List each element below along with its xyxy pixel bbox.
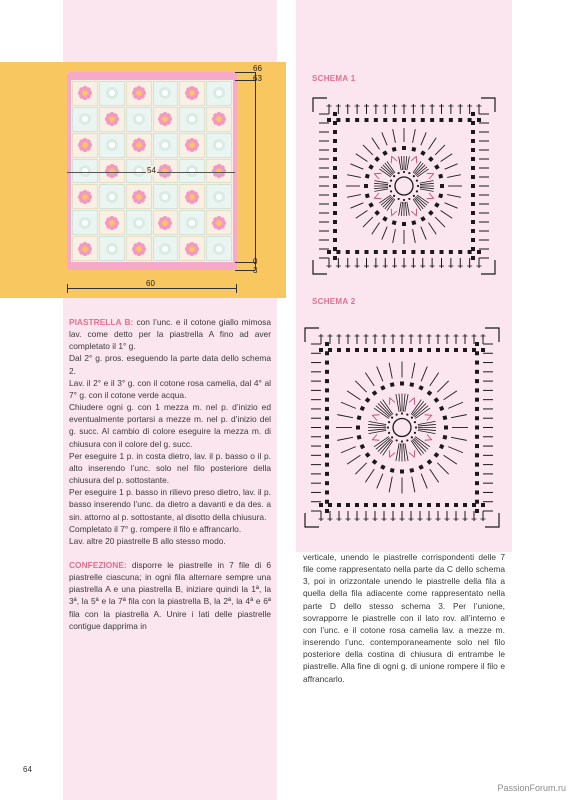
tile-flower — [72, 236, 98, 261]
rosette-icon — [211, 137, 227, 153]
dim-line-width — [67, 288, 237, 289]
watermark: PassionForum.ru — [497, 783, 566, 793]
tile-plain — [179, 107, 205, 132]
tile-plain — [72, 210, 98, 235]
paragraph-4: Chiudere ogni g. con 1 mezza m. nel p. d’inizio ed eventualmente portarsi a mezze m. nel p. d’inizio del g. succ. Al cambio di colore eseguire la mezza m. di chiusura con il colore del g. succ. — [69, 402, 271, 449]
tile-flower — [99, 159, 125, 184]
rosette-icon — [104, 85, 120, 101]
rosette-icon — [211, 85, 227, 101]
flower-icon — [130, 240, 148, 258]
tile-plain — [126, 210, 152, 235]
flower-icon — [103, 110, 121, 128]
dim-label-63: 63 — [253, 74, 262, 83]
flower-icon — [76, 188, 94, 206]
flower-icon — [183, 84, 201, 102]
paragraph-5: Per eseguire 1 p. in costa dietro, lav. il p. basso o il p. alto inserendo l’unc. solo nel filo posteriore della chiusura del p. sottostante. — [69, 450, 271, 486]
tile-flower — [206, 210, 232, 235]
flower-icon — [130, 136, 148, 154]
dim-line-top-inner — [235, 80, 255, 81]
flower-icon — [183, 136, 201, 154]
tile-plain — [153, 236, 179, 261]
flower-icon — [156, 162, 174, 180]
tile-flower — [99, 107, 125, 132]
rosette-icon — [104, 241, 120, 257]
tile-flower — [179, 184, 205, 209]
tile-plain — [153, 184, 179, 209]
schema-2-title: SCHEMA 2 — [312, 297, 356, 306]
flower-icon — [183, 188, 201, 206]
dim-tick-right — [236, 284, 237, 293]
tile-flower — [126, 236, 152, 261]
tile-plain — [153, 133, 179, 158]
rosette-icon — [131, 163, 147, 179]
flower-icon — [103, 162, 121, 180]
rosette-icon — [184, 111, 200, 127]
dim-label-54: 54 — [147, 166, 156, 175]
paragraph-6: Per eseguire 1 p. basso in rilievo preso dietro, lav. il p. basso inserendo l’unc. da dietro a davanti e da des. a sin. attorno al p. sottostante, al disotto della chiusura. — [69, 487, 271, 522]
text-column-left — [69, 316, 271, 632]
dim-label-0: 0 — [253, 257, 258, 266]
flower-icon — [103, 214, 121, 232]
rosette-icon — [157, 189, 173, 205]
tile-plain — [126, 107, 152, 132]
dim-line-vertical — [255, 72, 256, 270]
rosette-icon — [131, 215, 147, 231]
rosette-icon — [77, 111, 93, 127]
tile-flower — [179, 81, 205, 106]
flower-icon — [130, 84, 148, 102]
flower-icon — [183, 240, 201, 258]
rosette-icon — [104, 137, 120, 153]
flower-icon — [210, 110, 228, 128]
rosette-icon — [77, 163, 93, 179]
dim-tick-left — [67, 284, 68, 293]
flower-icon — [156, 110, 174, 128]
heading-confezione: CONFEZIONE: — [69, 559, 127, 570]
tile-plain — [99, 236, 125, 261]
page-number: 64 — [23, 765, 32, 774]
paragraph-2: Dal 2° g. pros. eseguendo la parte data dello schema 2. — [69, 353, 271, 376]
tile-plain — [179, 210, 205, 235]
tile-flower — [126, 184, 152, 209]
tile-flower — [179, 236, 205, 261]
tile-flower — [72, 81, 98, 106]
tile-flower — [72, 184, 98, 209]
paragraph-8: Lav. altre 20 piastrelle B allo stesso modo. — [69, 535, 226, 546]
flower-icon — [76, 84, 94, 102]
tile-flower — [126, 133, 152, 158]
flower-icon — [76, 136, 94, 154]
tile-plain — [99, 81, 125, 106]
schema-1-title: SCHEMA 1 — [312, 74, 356, 83]
rosette-icon — [211, 241, 227, 257]
rosette-icon — [157, 85, 173, 101]
tile-plain — [153, 81, 179, 106]
paragraph-3: Lav. il 2° e il 3° g. con il cotone rosa camelia, dal 4° al 7° g. con il cotone verde acqua. — [69, 377, 271, 400]
paragraph-right: verticale, unendo le piastrelle corrispondenti delle 7 file come rappresentato nella parte da C dello schema 3, poi in orizzontale unendo le piastrelle della fila a quella della fila adiacente come rappresentato nella parte D dello stesso schema 3. Per l’unione, sovrapporre le piastrelle con il lato rov. all’interno e con l’unc. e il cotone rosa camelia lav. a mezze m. inserendo l’unc. contemporaneamente solo nel filo posteriore della costina di chiusura di entrambe le piastrelle. Alla fine di ogni g. di unione rompere il filo e affrancarlo. — [303, 552, 505, 684]
tile-flower — [72, 133, 98, 158]
tile-plain — [99, 184, 125, 209]
rosette-icon — [211, 189, 227, 205]
flower-icon — [130, 188, 148, 206]
tile-plain — [206, 184, 232, 209]
flower-icon — [76, 240, 94, 258]
paragraph-7: Completato il 7° g. rompere il filo e affrancarlo. — [69, 523, 242, 534]
flower-icon — [210, 162, 228, 180]
rosette-icon — [77, 215, 93, 231]
rosette-icon — [157, 137, 173, 153]
tile-plain — [179, 159, 205, 184]
tile-plain — [206, 133, 232, 158]
tile-flower — [179, 133, 205, 158]
tile-flower — [206, 107, 232, 132]
paragraph-piastrella-b: PIASTRELLA B: con l’unc. e il cotone giallo mimosa lav. come detto per la piastrella A fino ad aver completato il 1° g. — [69, 317, 271, 352]
tile-flower — [126, 81, 152, 106]
rosette-icon — [184, 215, 200, 231]
flower-icon — [156, 214, 174, 232]
tile-flower — [153, 107, 179, 132]
dim-label-3: 3 — [253, 266, 258, 275]
crochet-diagram-schema-1 — [305, 90, 503, 282]
tile-plain — [72, 107, 98, 132]
tile-plain — [206, 81, 232, 106]
tile-plain — [99, 133, 125, 158]
tile-plain — [72, 159, 98, 184]
tile-plain — [206, 236, 232, 261]
dim-label-66: 66 — [253, 64, 262, 73]
tile-flower — [206, 159, 232, 184]
paragraph-confezione: CONFEZIONE: disporre le piastrelle in 7 file di 6 piastrelle ciascuna; in ogni fila alternare sempre una piastrella A e una piastrella B, iniziare quindi la 1ª, la 3ª, la 5ª e la 7ª fila con la piastrella B, la 2ª, la 4ª e 6ª fila con la piastrella A. Unire i lati delle piastrelle contigue dapprima in — [69, 559, 271, 631]
rosette-icon — [184, 163, 200, 179]
dim-line-top — [235, 72, 255, 73]
crochet-diagram-schema-2 — [297, 320, 507, 535]
rosette-icon — [104, 189, 120, 205]
dim-line-bottom-inner — [235, 262, 255, 263]
dim-line-bottom — [235, 270, 255, 271]
rosette-icon — [131, 111, 147, 127]
tile-flower — [99, 210, 125, 235]
dim-label-60: 60 — [146, 279, 155, 288]
text-column-right — [303, 551, 505, 685]
heading-piastrella-b: PIASTRELLA B: — [69, 317, 134, 327]
tile-flower — [153, 210, 179, 235]
flower-icon — [210, 214, 228, 232]
rosette-icon — [157, 241, 173, 257]
